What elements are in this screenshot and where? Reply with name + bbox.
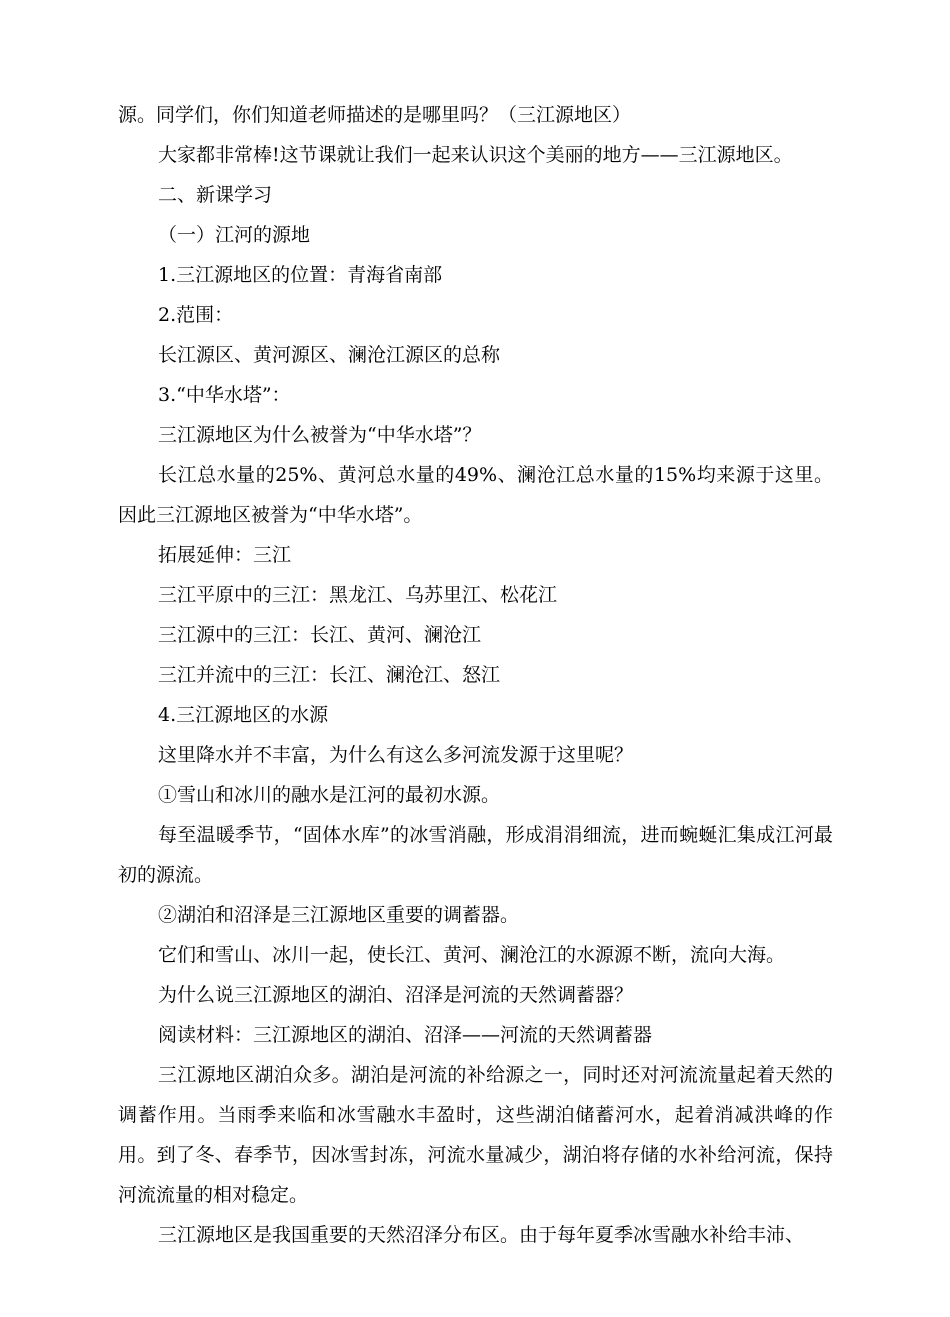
paragraph-2: 大家都非常棒!这节课就让我们一起来认识这个美丽的地方——三江源地区。 bbox=[158, 144, 793, 166]
paragraph-swamps-text: 三江源地区是我国重要的天然沼泽分布区。由于每年夏季冰雪融水补给丰沛、 bbox=[158, 1224, 805, 1246]
paragraph-sanjiang-source: 三江源中的三江：长江、黄河、澜沧江 bbox=[158, 624, 482, 646]
paragraph-water-tower-answer: 长江总水量的25%、黄河总水量的49%、澜沧江总水量的15%均来源于这里。因此三江源地区被誉为“中华水塔”。 bbox=[118, 464, 833, 526]
paragraph-scope-heading: 2.范围： bbox=[158, 304, 234, 326]
paragraph-lakes-swamps: ②湖泊和沼泽是三江源地区重要的调蓄器。 bbox=[158, 904, 520, 926]
paragraph-scope: 长江源区、黄河源区、澜沧江源区的总称 bbox=[158, 344, 501, 366]
paragraph-regulator-question: 为什么说三江源地区的湖泊、沼泽是河流的天然调蓄器？ bbox=[158, 984, 634, 1006]
paragraph-reading-material-title: 阅读材料：三江源地区的湖泊、沼泽——河流的天然调蓄器 bbox=[158, 1024, 653, 1046]
paragraph-water-tower-question: 三江源地区为什么被誉为“中华水塔”？ bbox=[158, 424, 482, 446]
paragraph-water-source-heading: 4.三江源地区的水源 bbox=[158, 704, 329, 726]
paragraph-meltwater: ①雪山和冰川的融水是江河的最初水源。 bbox=[158, 784, 501, 806]
paragraph-meltwater-detail: 每至温暖季节，“固体水库”的冰雪消融，形成涓涓细流，进而蜿蜒汇集成江河最初的源流。 bbox=[118, 824, 833, 886]
paragraph-sanjiang-plain: 三江平原中的三江：黑龙江、乌苏里江、松花江 bbox=[158, 584, 558, 606]
section-heading-new-lesson: 二、新课学习 bbox=[158, 184, 273, 206]
paragraph-three-parallel-rivers: 三江并流中的三江：长江、澜沧江、怒江 bbox=[158, 664, 501, 686]
paragraph-water-source-question: 这里降水并不丰富，为什么有这么多河流发源于这里呢？ bbox=[158, 744, 634, 766]
paragraph-lakes-text: 三江源地区湖泊众多。湖泊是河流的补给源之一，同时还对河流流量起着天然的调蓄作用。当雨季来临和冰雪融水丰盈时，这些湖泊储蓄河水，起着消减洪峰的作用。到了冬、春季节，因冰雪封冻，河流水量减少，湖泊将存储的水补给河流，保持河流流量的相对稳定。 bbox=[118, 1064, 833, 1206]
paragraph-lakes-swamps-detail: 它们和雪山、冰川一起，使长江、黄河、澜沧江的水源源不断，流向大海。 bbox=[158, 944, 786, 966]
paragraph-location: 1.三江源地区的位置：青海省南部 bbox=[158, 264, 443, 286]
paragraph-extension-heading: 拓展延伸：三江 bbox=[158, 544, 292, 566]
document-page bbox=[118, 95, 833, 1255]
paragraph-1: 源。同学们，你们知道老师描述的是哪里吗？（三江源地区） bbox=[118, 104, 632, 126]
subsection-heading-river-source: （一）江河的源地 bbox=[158, 224, 311, 246]
paragraph-water-tower-heading: 3.“中华水塔”： bbox=[158, 384, 291, 406]
